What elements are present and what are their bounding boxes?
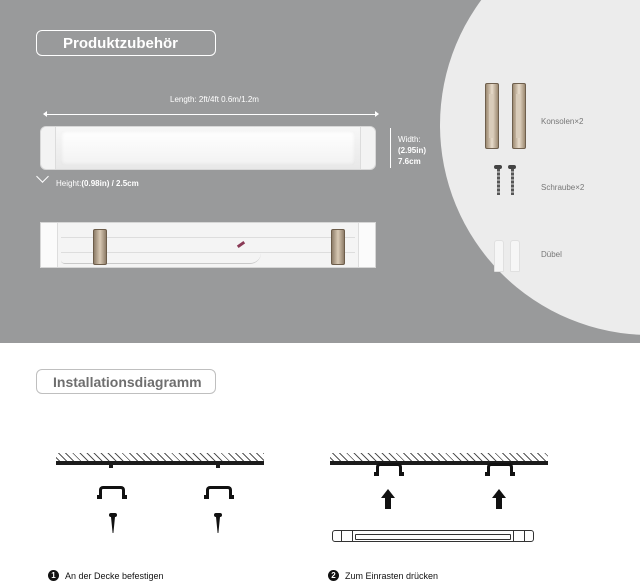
lamp-outline-icon [332, 530, 534, 542]
accessory-wall-plugs-label: Dübel [541, 250, 562, 259]
height-label-text: Height: [56, 179, 82, 188]
product-section-title: Produktzubehör [36, 30, 216, 56]
screw-icon [110, 513, 116, 533]
lamp-diffuser [61, 131, 355, 165]
height-dimension-mark [36, 170, 49, 183]
ceiling-icon [330, 461, 548, 465]
lamp-end-cap-left [41, 127, 56, 169]
wall-plug-icon [510, 240, 520, 272]
arrow-up-icon [492, 489, 506, 509]
bracket-icon [485, 83, 499, 149]
step-number-badge: 1 [48, 570, 59, 581]
lamp-back-view [40, 222, 376, 268]
height-value: (0.98in) / 2.5cm [81, 179, 139, 188]
height-label [56, 179, 139, 188]
wall-plug-icon [494, 240, 504, 272]
step-label: An der Decke befestigen [65, 570, 164, 581]
lamp-end-cap-right [360, 127, 375, 169]
lamp-front-view [40, 126, 376, 170]
installation-step-1 [48, 570, 164, 581]
accessory-brackets-label: Konsolen×2 [541, 117, 584, 126]
length-dimension-line [44, 114, 378, 115]
arrow-up-icon [381, 489, 395, 509]
lamp-back-end-cap-left [41, 223, 58, 267]
width-cm: 7.6cm [398, 157, 421, 166]
ceiling-icon [56, 461, 264, 465]
width-label-text: Width: [398, 135, 421, 144]
mounted-clip-icon [487, 463, 513, 473]
power-wire [61, 253, 261, 264]
bracket-icon [512, 83, 526, 149]
installation-section-title: Installationsdiagramm [36, 369, 216, 394]
screw-icon [215, 513, 221, 533]
screw-icon [508, 165, 516, 195]
accessory-screws-label: Schraube×2 [541, 183, 585, 192]
installation-step-2 [328, 570, 438, 581]
mounting-clip-icon [206, 486, 232, 496]
width-inches: (2.95in) [398, 146, 427, 155]
length-label: Length: 2ft/4ft 0.6m/1.2m [170, 95, 259, 104]
width-label [398, 134, 426, 167]
mounted-bracket-icon [93, 229, 107, 265]
mounted-bracket-icon [331, 229, 345, 265]
mounted-clip-icon [376, 463, 402, 473]
step-label: Zum Einrasten drücken [345, 570, 439, 581]
width-dimension-line [390, 128, 391, 168]
accessories-backdrop-circle [440, 0, 640, 335]
step-number-badge: 2 [328, 570, 339, 581]
screw-icon [494, 165, 502, 195]
ceiling-pin [109, 465, 113, 468]
lamp-back-end-cap-right [358, 223, 375, 267]
mounting-clip-icon [99, 486, 125, 496]
ceiling-pin [216, 465, 220, 468]
